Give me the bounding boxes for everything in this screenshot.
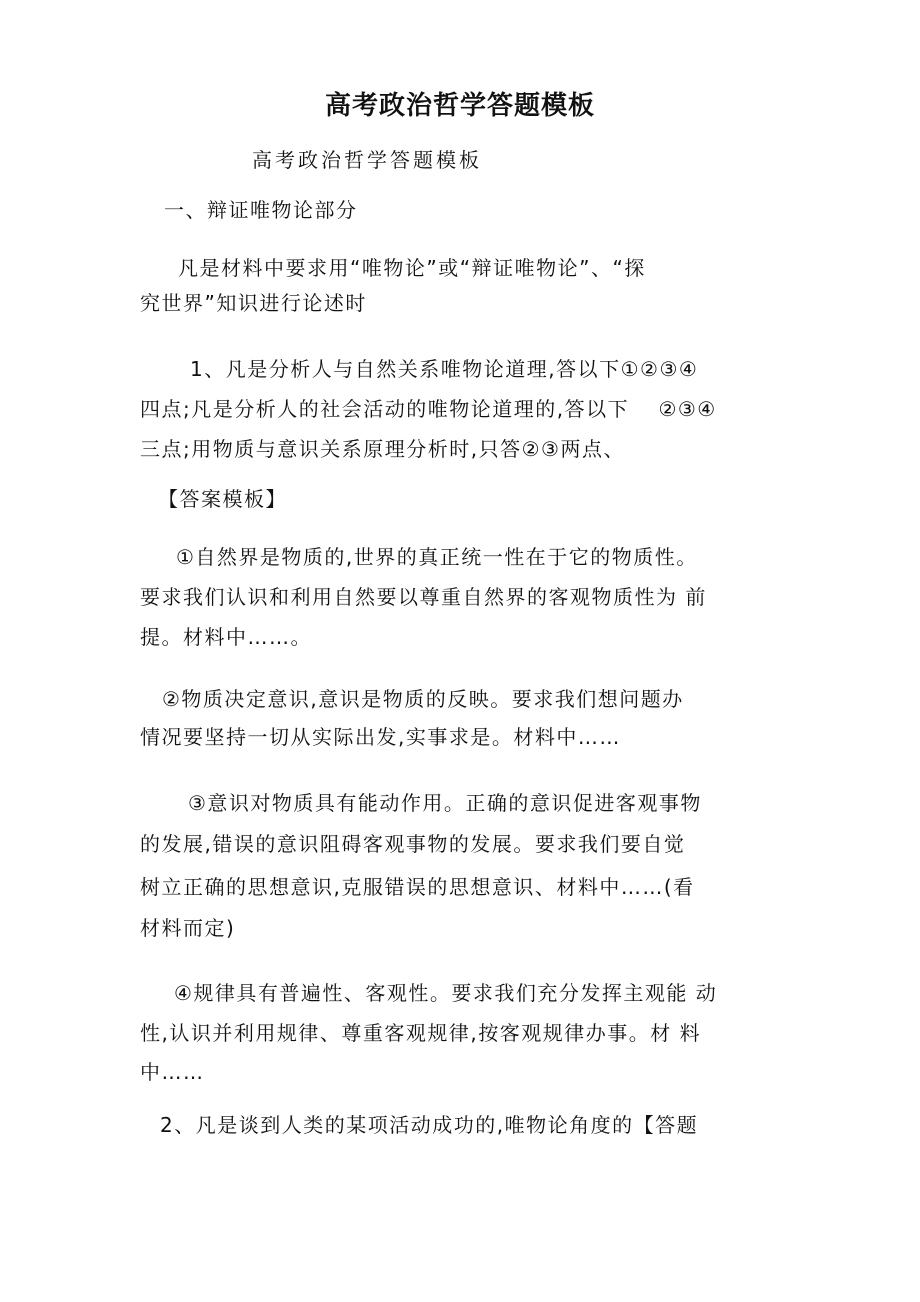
item3-line-3: 树立正确的思想意识,克服错误的思想意识、材料中……(看 (140, 875, 695, 899)
item2-line-2: 情况要坚持一切从实际出发,实事求是。材料中…… (140, 725, 621, 749)
item3-line-1: ③意识对物质具有能动作用。正确的意识促进客观事物 (188, 791, 702, 815)
item4-line-1: ④规律具有普遍性、客观性。要求我们充分发挥主观能 动 (174, 981, 718, 1005)
item4-line-2: 性,认识并利用规律、尊重客观规律,按客观规律办事。材 料 (140, 1021, 702, 1045)
intro-line-1: 凡是材料中要求用“唯物论”或“辩证唯物论”、“探 (178, 256, 646, 280)
point2-line-1: 2、凡是谈到人类的某项活动成功的,唯物论角度的【答题 (160, 1113, 699, 1137)
item1-line-1: ①自然界是物质的,世界的真正统一性在于它的物质性。 (176, 545, 698, 569)
point1-line-2: 四点;凡是分析人的社会活动的唯物论道理的,答以下 ②③④ (140, 397, 717, 421)
point1-line-3: 三点;用物质与意识关系原理分析时,只答②③两点、 (140, 437, 625, 461)
item2-line-1: ②物质决定意识,意识是物质的反映。要求我们想问题办 (162, 687, 684, 711)
intro-line-2: 究世界”知识进行论述时 (140, 291, 367, 315)
item1-line-3: 提。材料中……。 (140, 625, 312, 649)
document-subtitle: 高考政治哲学答题模板 (252, 148, 482, 172)
item4-line-3: 中…… (140, 1060, 205, 1084)
answer-template-label: 【答案模板】 (158, 487, 287, 511)
section-heading: 一、辩证唯物论部分 (164, 198, 358, 222)
document-title: 高考政治哲学答题模板 (324, 91, 595, 121)
item3-line-4: 材料而定) (140, 916, 236, 940)
point1-line-1: 1、凡是分析人与自然关系唯物论道理,答以下①②③④ (190, 357, 699, 381)
item1-line-2: 要求我们认识和利用自然要以尊重自然界的客观物质性为 前 (140, 585, 707, 609)
item3-line-2: 的发展,错误的意识阻碍客观事物的发展。要求我们要自觉 (140, 832, 686, 856)
